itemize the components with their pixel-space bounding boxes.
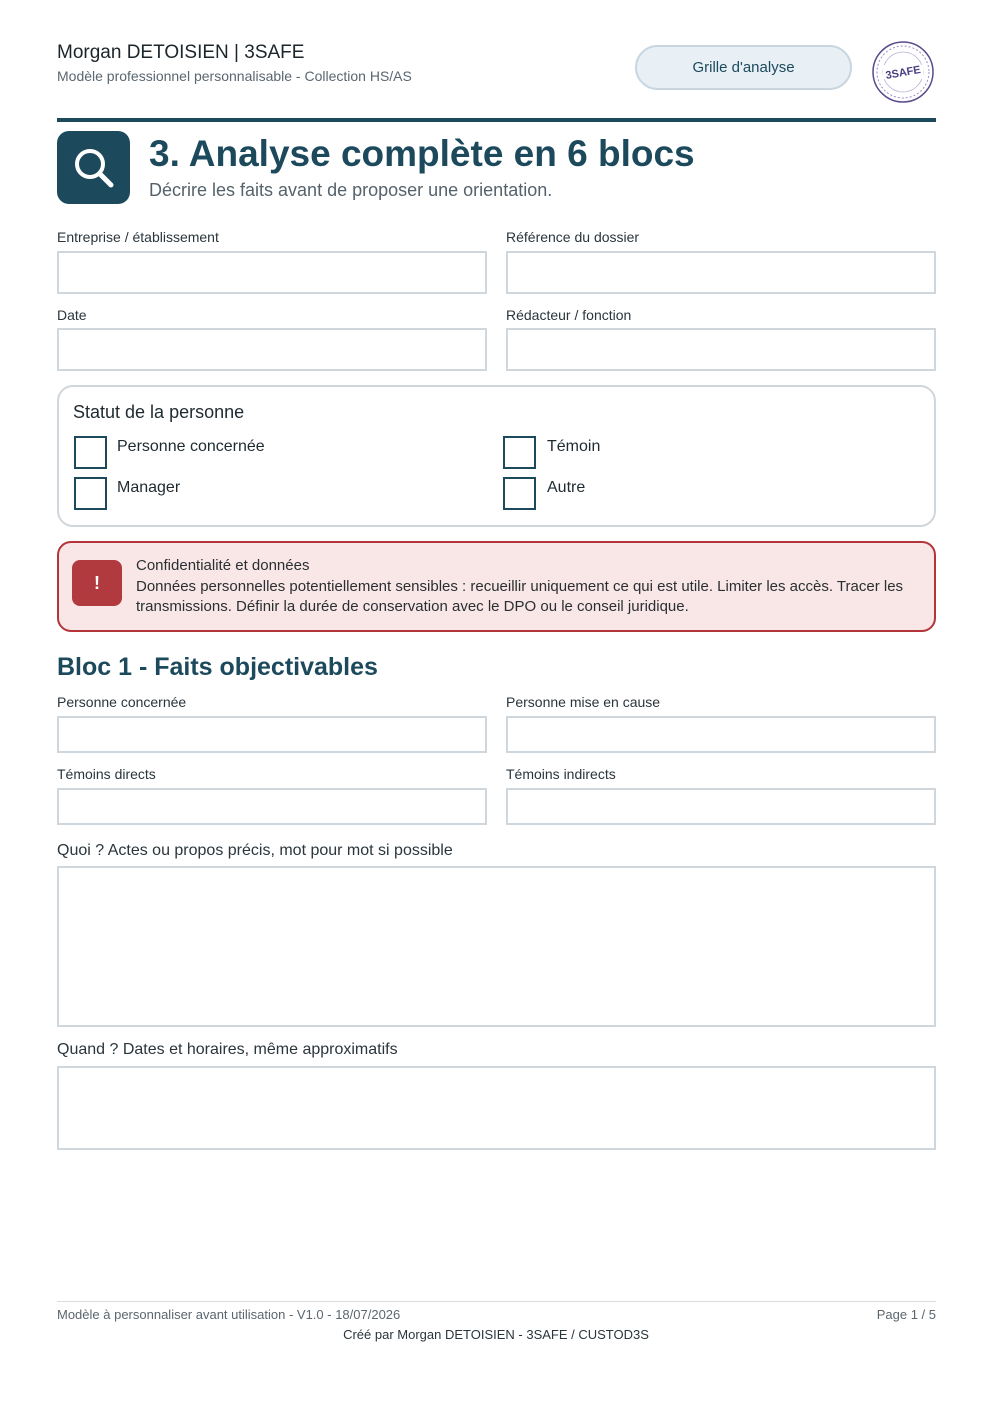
person-accused-label: Personne mise en cause — [506, 694, 661, 710]
indirect-witnesses-label: Témoins indirects — [506, 766, 616, 782]
checkbox-person-concerned[interactable] — [74, 436, 107, 469]
person-concerned-label: Personne concernée — [57, 694, 187, 710]
seal-logo — [871, 40, 935, 104]
when-textarea[interactable] — [57, 1066, 936, 1150]
document-type-badge: Grille d'analyse — [635, 45, 852, 90]
page-number: Page 1 / 5 — [876, 1307, 936, 1322]
status-title: Statut de la personne — [73, 402, 245, 422]
alert-title: Confidentialité et données — [136, 557, 310, 574]
collection-subtitle: Modèle professionnel personnalisable - Collection HS/AS — [57, 68, 412, 84]
bloc1-title: Bloc 1 - Faits objectivables — [57, 653, 378, 681]
checkbox-other[interactable] — [503, 477, 536, 510]
option-label: Autre — [547, 479, 586, 496]
date-field[interactable] — [57, 328, 487, 371]
indirect-witnesses-field[interactable] — [506, 788, 936, 825]
section-subtitle: Décrire les faits avant de proposer une orientation. — [149, 180, 553, 200]
what-textarea[interactable] — [57, 866, 936, 1027]
direct-witnesses-field[interactable] — [57, 788, 487, 825]
section-title: 3. Analyse complète en 6 blocs — [149, 133, 695, 174]
option-label: Personne concernée — [117, 438, 265, 455]
checkbox-manager[interactable] — [74, 477, 107, 510]
reference-field[interactable] — [506, 251, 936, 294]
writer-label: Rédacteur / fonction — [506, 307, 632, 323]
writer-field[interactable] — [506, 328, 936, 371]
when-label: Quand ? Dates et horaires, même approximatifs — [57, 1041, 398, 1058]
magnifier-icon — [57, 131, 130, 204]
date-label: Date — [57, 307, 87, 323]
person-concerned-field[interactable] — [57, 716, 487, 753]
svg-text:3SAFE: 3SAFE — [884, 63, 922, 82]
person-accused-field[interactable] — [506, 716, 936, 753]
option-label: Témoin — [547, 438, 601, 455]
option-label: Manager — [117, 479, 181, 496]
reference-label: Référence du dossier — [506, 229, 640, 245]
what-label: Quoi ? Actes ou propos précis, mot pour mot si possible — [57, 842, 453, 859]
author-name: Morgan DETOISIEN | 3SAFE — [57, 42, 305, 63]
footer-credit: Créé par Morgan DETOISIEN - 3SAFE / CUSTOD3S — [343, 1327, 649, 1342]
footer-version: Modèle à personnaliser avant utilisation - V1.0 - 18/07/2026 — [57, 1307, 401, 1322]
company-label: Entreprise / établissement — [57, 229, 219, 245]
checkbox-witness[interactable] — [503, 436, 536, 469]
warning-icon: ! — [72, 560, 122, 606]
footer-rule — [57, 1301, 936, 1302]
alert-body: Données personnelles potentiellement sensibles : recueillir uniquement ce qui est utile. Limiter les accès. Tracer les transmissions. Définir la durée de conservation avec le DPO ou le conseil juridique. — [136, 578, 904, 615]
company-field[interactable] — [57, 251, 487, 294]
direct-witnesses-label: Témoins directs — [57, 766, 156, 782]
header-rule — [57, 118, 936, 122]
